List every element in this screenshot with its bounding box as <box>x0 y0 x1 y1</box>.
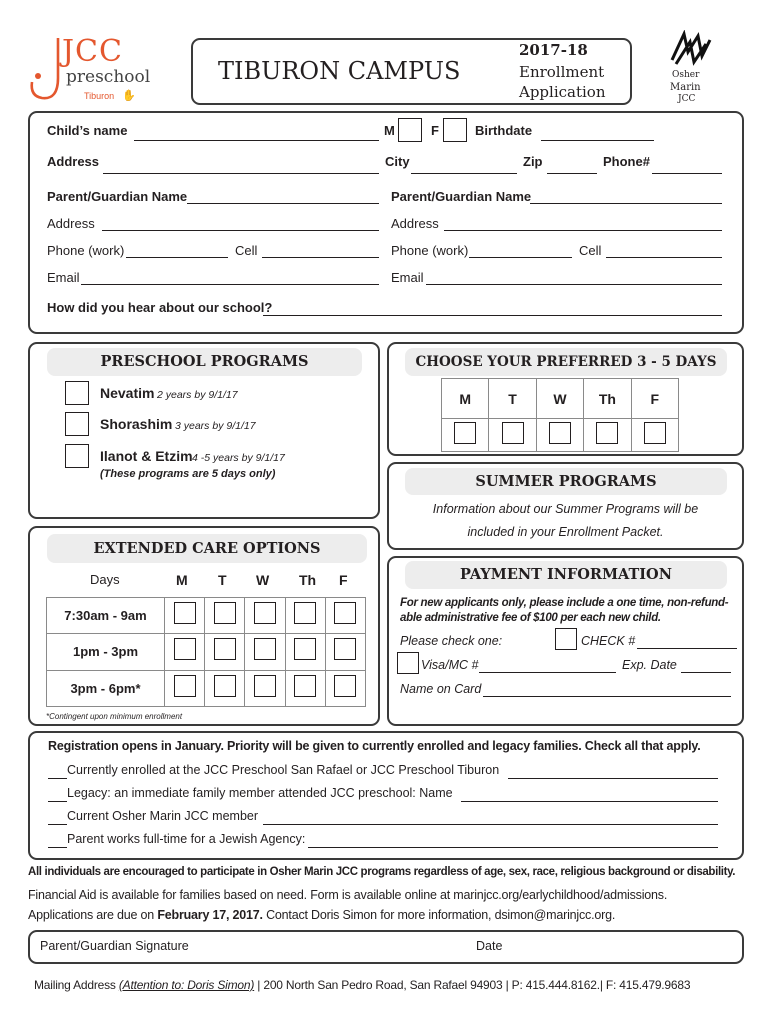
org-logo-line-2: Marin <box>670 82 701 93</box>
currently-enrolled-check-line[interactable] <box>48 778 67 779</box>
guardian2-email-label: Email <box>391 270 424 285</box>
day-header-th: Th <box>584 379 631 419</box>
jewish-agency-check-line[interactable] <box>48 847 67 848</box>
nevatim-checkbox[interactable] <box>65 381 89 405</box>
slot2-t-checkbox[interactable] <box>214 638 236 660</box>
preschool-programs-title: PRESCHOOL PROGRAMS <box>47 348 362 376</box>
slot3-f-checkbox[interactable] <box>334 675 356 697</box>
member-field[interactable] <box>263 824 718 825</box>
slot1-f-checkbox[interactable] <box>334 602 356 624</box>
preferred-days-title: CHOOSE YOUR PREFERRED 3 - 5 DAYS <box>405 348 727 376</box>
gender-m-label: M <box>384 123 395 138</box>
day-cell <box>536 419 583 452</box>
guardian2-phone-work-label: Phone (work) <box>391 243 469 258</box>
campus-title: TIBURON CAMPUS <box>218 57 461 85</box>
guardian1-phone-work-field[interactable] <box>126 257 228 258</box>
signature-label: Parent/Guardian Signature <box>40 939 189 953</box>
extended-cell <box>205 634 245 670</box>
birthdate-field[interactable] <box>541 140 654 141</box>
guardian2-cell-field[interactable] <box>606 257 722 258</box>
mailing-address <box>34 978 690 992</box>
extended-cell <box>325 598 365 634</box>
gender-m-checkbox[interactable] <box>398 118 422 142</box>
payment-info-line-2: able administrative fee of $100 per each new child. <box>400 612 661 624</box>
payment-info-line-1: For new applicants only, please include a one time, non-refund- <box>400 597 729 609</box>
guardian1-name-label: Parent/Guardian Name <box>47 189 188 204</box>
guardian2-name-label: Parent/Guardian Name <box>391 189 532 204</box>
logo-preschool-text: preschool <box>66 67 151 87</box>
birthdate-label: Birthdate <box>475 123 533 138</box>
guardian2-phone-work-field[interactable] <box>469 257 572 258</box>
day-header-w: W <box>536 379 583 419</box>
extended-cell <box>245 598 285 634</box>
financial-aid-text: Financial Aid is available for families based on need. Form is available online at marinjcc.org/earlychildhood/admissions. <box>28 888 668 902</box>
gender-f-checkbox[interactable] <box>443 118 467 142</box>
extended-slot-label: 1pm - 3pm <box>47 634 165 670</box>
member-label: Current Osher Marin JCC member <box>67 809 259 823</box>
guardian2-cell-label: Cell <box>579 243 602 258</box>
osher-marin-jcc-logo <box>664 30 716 110</box>
guardian2-name-field[interactable] <box>530 203 722 204</box>
summer-info-line-1: Information about our Summer Programs will be <box>432 502 699 516</box>
extended-day-f: F <box>339 572 348 588</box>
guardian1-address-field[interactable] <box>102 230 379 231</box>
day-header-f: F <box>631 379 678 419</box>
extended-cell <box>165 598 205 634</box>
extended-slot-label: 7:30am - 9am <box>47 598 165 634</box>
day-cell <box>489 419 536 452</box>
slot2-f-checkbox[interactable] <box>334 638 356 660</box>
extended-slot-label: 3pm - 6pm* <box>47 670 165 706</box>
slot3-th-checkbox[interactable] <box>294 675 316 697</box>
enrollment-label: Enrollment <box>519 63 605 81</box>
extended-cell <box>285 670 325 706</box>
exp-date-field[interactable] <box>681 672 731 673</box>
programs-note: (These programs are 5 days only) <box>100 468 276 480</box>
phone-field[interactable] <box>652 173 722 174</box>
visa-mc-field[interactable] <box>479 672 616 673</box>
slot1-m-checkbox[interactable] <box>174 602 196 624</box>
slot1-w-checkbox[interactable] <box>254 602 276 624</box>
guardian1-phone-work-label: Phone (work) <box>47 243 125 258</box>
hear-about-field[interactable] <box>263 315 722 316</box>
child-address-field[interactable] <box>103 173 379 174</box>
legacy-label: Legacy: an immediate family member attended JCC preschool: Name <box>67 786 453 800</box>
payment-title: PAYMENT INFORMATION <box>405 561 727 589</box>
name-on-card-field[interactable] <box>483 696 731 697</box>
extended-day-w: W <box>256 572 270 588</box>
extended-care-grid <box>46 597 366 707</box>
member-check-line[interactable] <box>48 824 67 825</box>
extended-cell <box>205 670 245 706</box>
slot3-m-checkbox[interactable] <box>174 675 196 697</box>
mailing-attention: (Attention to: Doris Simon) <box>118 978 255 992</box>
extended-cell <box>325 634 365 670</box>
guardian1-cell-field[interactable] <box>262 257 379 258</box>
guardian2-address-field[interactable] <box>444 230 722 231</box>
org-logo-line-3: JCC <box>678 94 696 104</box>
extended-days-label: Days <box>90 572 120 587</box>
day-cell <box>631 419 678 452</box>
jcc-preschool-logo <box>28 34 173 106</box>
city-label: City <box>385 154 410 169</box>
legacy-name-field[interactable] <box>461 801 718 802</box>
due-date-text <box>28 908 615 922</box>
please-check-one-label: Please check one: <box>400 634 503 648</box>
guardian2-address-label: Address <box>391 216 439 231</box>
currently-enrolled-label: Currently enrolled at the JCC Preschool San Rafael or JCC Preschool Tiburon <box>67 763 500 777</box>
extended-cell <box>285 598 325 634</box>
extended-cell <box>245 670 285 706</box>
extended-cell <box>165 670 205 706</box>
zip-field[interactable] <box>547 173 597 174</box>
shorashim-label: Shorashim <box>100 416 173 432</box>
child-name-label: Child’s name <box>47 123 128 138</box>
guardian1-cell-label: Cell <box>235 243 258 258</box>
legacy-check-line[interactable] <box>48 801 67 802</box>
slot3-w-checkbox[interactable] <box>254 675 276 697</box>
check-number-label: CHECK # <box>581 634 636 648</box>
due-date: February 17, 2017. <box>157 908 263 922</box>
phone-label: Phone# <box>603 154 650 169</box>
due-post: Contact Doris Simon for more information, dsimon@marinjcc.org. <box>262 908 616 922</box>
extended-cell <box>245 634 285 670</box>
exp-date-label: Exp. Date <box>622 658 677 672</box>
extended-cell <box>205 598 245 634</box>
extended-day-m: M <box>176 572 188 588</box>
slot2-m-checkbox[interactable] <box>174 638 196 660</box>
visa-mc-checkbox[interactable] <box>397 652 419 674</box>
logo-jcc-text: JCC <box>62 34 123 69</box>
extended-cell <box>325 670 365 706</box>
inclusion-statement: All individuals are encouraged to participate in Osher Marin JCC programs regardless of age, sex, race, religious background or disability. <box>28 866 736 878</box>
preferred-days-grid <box>441 378 679 452</box>
nevatim-label: Nevatim <box>100 385 155 401</box>
city-field[interactable] <box>411 173 517 174</box>
summer-programs-title: SUMMER PROGRAMS <box>405 468 727 495</box>
day-m-checkbox[interactable] <box>454 422 476 444</box>
currently-enrolled-field[interactable] <box>508 778 718 779</box>
day-cell <box>442 419 489 452</box>
guardian1-address-label: Address <box>47 216 95 231</box>
scribble-mark-icon <box>668 30 714 68</box>
hear-about-label: How did you hear about our school? <box>47 300 273 315</box>
logo-tiburon-text: Tiburon <box>84 91 115 101</box>
zip-label: Zip <box>523 154 543 169</box>
summer-info-line-2: included in your Enrollment Packet. <box>467 525 664 539</box>
application-label: Application <box>519 83 606 101</box>
guardian1-name-field[interactable] <box>187 203 379 204</box>
day-header-t: T <box>489 379 536 419</box>
extended-care-title: EXTENDED CARE OPTIONS <box>47 534 367 563</box>
day-cell <box>584 419 631 452</box>
due-pre: Applications are due on <box>28 908 158 922</box>
extended-day-th: Th <box>299 572 317 588</box>
nevatim-age: 2 years by 9/1/17 <box>157 389 238 401</box>
extended-day-t: T <box>218 572 227 588</box>
mailing-post: | 200 North San Pedro Road, San Rafael 94903 | P: 415.444.8162.| F: 415.479.9683 <box>254 978 691 992</box>
slot3-t-checkbox[interactable] <box>214 675 236 697</box>
slot1-t-checkbox[interactable] <box>214 602 236 624</box>
day-th-checkbox[interactable] <box>596 422 618 444</box>
guardian2-email-field[interactable] <box>426 284 722 285</box>
hand-icon: ✋ <box>122 90 136 102</box>
name-on-card-label: Name on Card <box>400 682 482 696</box>
day-w-checkbox[interactable] <box>549 422 571 444</box>
extended-footnote: *Contingent upon minimum enrollment <box>46 712 183 721</box>
date-label: Date <box>476 939 503 953</box>
ilanot-etzim-checkbox[interactable] <box>65 444 89 468</box>
registration-heading: Registration opens in January. Priority will be given to currently enrolled and legacy families. Check all that apply. <box>48 739 701 753</box>
day-t-checkbox[interactable] <box>502 422 524 444</box>
slot2-th-checkbox[interactable] <box>294 638 316 660</box>
jewish-agency-label: Parent works full-time for a Jewish Agency: <box>67 832 306 846</box>
slot1-th-checkbox[interactable] <box>294 602 316 624</box>
check-number-field[interactable] <box>637 648 737 649</box>
day-f-checkbox[interactable] <box>644 422 666 444</box>
child-address-label: Address <box>47 154 100 169</box>
guardian1-email-field[interactable] <box>81 284 379 285</box>
child-name-field[interactable] <box>134 140 379 141</box>
check-payment-checkbox[interactable] <box>555 628 577 650</box>
day-header-m: M <box>442 379 489 419</box>
shorashim-checkbox[interactable] <box>65 412 89 436</box>
visa-mc-label: Visa/MC # <box>421 658 479 672</box>
shorashim-age: 3 years by 9/1/17 <box>175 420 256 432</box>
ilanot-etzim-label: Ilanot & Etzim <box>100 448 193 464</box>
org-logo-line-1: Osher <box>672 70 700 80</box>
guardian1-email-label: Email <box>47 270 80 285</box>
extended-cell <box>285 634 325 670</box>
year-label: 2017-18 <box>519 41 588 59</box>
slot2-w-checkbox[interactable] <box>254 638 276 660</box>
jewish-agency-field[interactable] <box>308 847 718 848</box>
gender-f-label: F <box>431 123 439 138</box>
extended-cell <box>165 634 205 670</box>
ilanot-etzim-age: 4 -5 years by 9/1/17 <box>192 452 285 464</box>
mailing-pre: Mailing Address <box>34 978 119 992</box>
